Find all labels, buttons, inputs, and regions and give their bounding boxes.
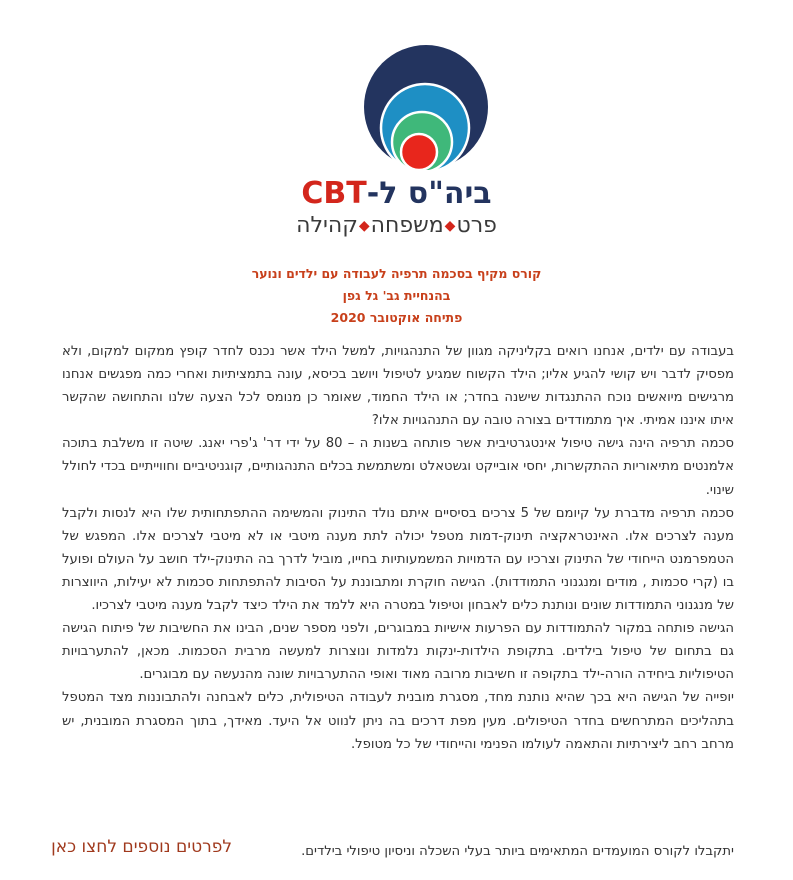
description-paragraph: סכמה תרפיה מדברת על קיומם של 5 צרכים בסיסיים איתם נולד התינוק והמשימה ההתפתחותית שלו היא לנסות ולקבל מענה לצרכים אלו. האינטראקציה תינוק-דמות מטפל יכולה לתת מענה מיטבי או לא מיטבי לצרכים אלו. המפגש של הטמפרמנט הייחודי של התינוק וצרכיו עם הדמויות המשמעותיות בחייו, מוביל לדרך בה התינוק-ילד חושב על העולם ופועל בו (קרי סכמות , מודים ומנגנוני התמודדות). הגישה חוקרת ומתבוננת על הסיבות להתפתחות סכמות לא יעילות, היווצרות של מנגנוני התמודדות שונים ונותנת כלים לאבחון וטיפול במטרה היא ללמד את הילד כיצד לקבל מענה מיטבי לצרכיו.	[62, 505, 734, 614]
tagline-word: משפחה	[370, 213, 444, 238]
course-header	[0, 263, 793, 329]
more-details-link[interactable]: לפרטים נוספים לחצו כאן	[51, 837, 232, 857]
description-paragraph: בעבודה עם ילדים, אנחנו רואים בקליניקה מגוון של התנהגויות, למשל הילד אשר נכנס לחדר קופץ ממקום למקום, ולא מפסיק לדבר ויש קושי להגיע אליו; הילד הקשוח שמגיע לטיפול ויושב בכיסא, עונה בתמציתיות ואחרי כמה מפגשים אנחנו מרגישים מיואשים נוכח ההתנגדות שישנה בחדר; או הילד החמוד, שאומר כן מנומס לכל הצעה שלנו והתחושה שהקשר איתו איננו אמיתי. איך מתמודדים בצורה טובה עם התנהגויות אלו?	[62, 344, 734, 429]
description-paragraph: סכמה תרפיה הינה גישה טיפול אינטגרטיבית אשר פותחה בשנות ה – 80 על ידי דר' ג'פרי יאנג. שיטה זו משלבת בתוכה אלמנטים מתיאוריות ההתקשרות, יחסי אובייקט וגשטאלט ומשתמשת בכלים התנהגותיים, קוגניטיביים וחווייתיים בכדי לחולל שינוי.	[62, 436, 734, 498]
admission-note: יתקבלו לקורס המועמדים המתאימים ביותר בעלי השכלה וניסיון טיפולי בילדים.	[301, 844, 734, 859]
school-name-prefix: ביה"ס ל-	[366, 176, 492, 211]
description-paragraph: יופייה של הגישה היא בכך שהיא נותנת מחד, מסגרת מובנית לעבודה הטיפולית, כלים לאבחנה ולהתבוננות מצד המטפל בתהליכים המתרחשים בחדר הטיפולים. מעין מפת דרכים בה ניתן לנווט אל היעד. מאידך, בתוך המסגרת המובנית, יש מרחב רחב ליצירתיות והתאמה לעולמו הפנימי והייחודי של כל מטופל.	[62, 690, 734, 752]
description-paragraph: הגישה פותחה במקור להתמודדות עם הפרעות אישיות במבוגרים, ולפני מספר שנים, הבינו את החשיבות של פיתוח הגישה גם בתחום של טיפול בילדים. בתקופת הילדות-ינקות נלמדות ונוצרות למעשה מרבית הסכמות. מכאן, להתערבויות הטיפוליות ביחידה הורה-ילד בתקופה זו חשיבות מרובה מאוד ואופי ההתערבויות שונה מהנעשה עם מבוגרים.	[62, 621, 734, 683]
tagline-word: קהילה	[296, 213, 358, 238]
course-opening-date: פתיחה אוקטובר 2020	[330, 310, 463, 325]
tagline-word: פרט	[456, 213, 497, 238]
logo-ring-inner	[401, 134, 437, 170]
course-instructor: בהנחיית גב' גל גפן	[342, 288, 451, 303]
diamond-icon: ◆	[444, 218, 456, 234]
school-logo	[342, 40, 510, 170]
course-title: קורס מקיף בסכמה תרפיה לעבודה עם ילדים ונוער	[251, 266, 542, 281]
course-description	[62, 340, 734, 756]
school-name	[0, 176, 793, 212]
diamond-icon: ◆	[358, 218, 370, 234]
school-tagline	[0, 212, 793, 240]
school-name-cbt: CBT	[301, 176, 367, 211]
